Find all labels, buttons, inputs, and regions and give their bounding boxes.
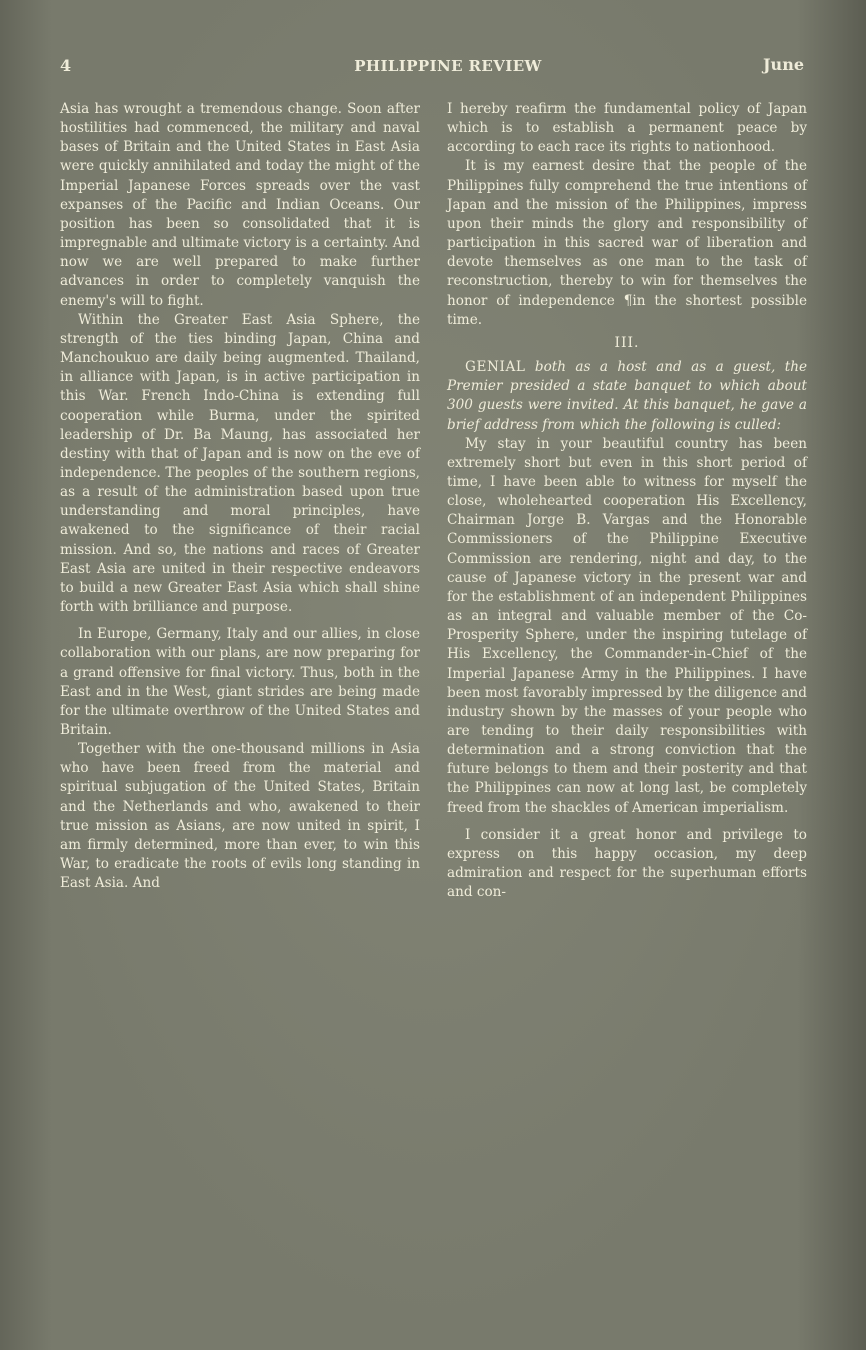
- left-paragraph-4: Together with the one-thousand millions in Asia who have been freed from the material and spiritual subjugation of the United States, Britain and the Netherlands and who, awakened to their true mission as Asians, are now united in spirit, I am firmly determined, more than ever, to win this War, to eradicate the roots of evils long standing in East Asia. And: [60, 741, 420, 892]
- left-paragraph-2: Within the Greater East Asia Sphere, the strength of the ties binding Japan, China and Manchoukuo are daily being augmented. Thailand, in alliance with Japan, is in active participation in this War. French Indo-China is extending full cooperation while Burma, under the spirited leadership of Dr. Ba Maung, has associated her destiny with that of Japan and is now on the eve of independence. The peoples of the southern regions, as a result of the administration based upon true understanding and moral principles, have awakened to the significance of their racial mission. And so, the nations and races of Greater East Asia are united in their respective endeavors to build a new Greater East Asia which shall shine forth with brilliance and purpose.: [60, 311, 420, 616]
- section-intro: [447, 358, 807, 435]
- right-column: [447, 100, 807, 902]
- left-paragraph-1: Asia has wrought a tremendous change. Soon after hostilities had commenced, the military and naval bases of Britain and the United States in East Asia were quickly annihilated and today the might of the Imperial Japanese Forces spreads over the vast expanses of the Pacific and Indian Oceans. Our position has been so consolidated that it is impregnable and ultimate victory is a certainty. And now we are well prepared to make further advances in order to completely vanquish the enemy's will to fight.: [60, 101, 420, 309]
- right-paragraph-1: I hereby reafirm the fundamental policy of Japan which is to establish a permanent peace by according to each race its rights to nationhood.: [447, 101, 807, 156]
- left-paragraph-3: In Europe, Germany, Italy and our allies, in close collaboration with our plans, are now preparing for a grand offensive for final victory. Thus, both in the East and in the West, giant strides are being made for the ultimate overthrow of the United States and Britain.: [60, 626, 420, 738]
- intro-lead-word: GENIAL: [465, 359, 526, 376]
- right-paragraph-3: My stay in your beautiful country has been extremely short but even in this short period of time, I have been able to witness for myself the close, wholehearted cooperation His Excellency, Chairman Jorge B. Vargas and the Honorable Commissioners of the Philippine Executive Commission are rendering, night and day, to the cause of Japanese victory in the present war and for the establishment of an independent Philippines as an integral and valuable member of the Co-Prosperity Sphere, under the inspiring tutelage of His Excellency, the Commander-in-Chief of the Imperial Japanese Army in the Philippines. I have been most favorably impressed by the diligence and industry shown by the masses of your people who are tending to their daily responsibilities with determination and a strong conviction that the future belongs to them and their posterity and that the Philippines can now at long last, be completely freed from the shackles of American imperialism.: [447, 435, 807, 816]
- intro-text: both as a host and as a guest, the Premier presided a state banquet to which about 300 guests were invited. At this banquet, he gave a brief address from which the following is culled:: [447, 359, 807, 433]
- page-header: [58, 50, 810, 80]
- page-number: 4: [60, 56, 72, 75]
- publication-title: PHILIPPINE REVIEW: [354, 57, 542, 75]
- left-column: [60, 100, 420, 893]
- section-number: III.: [614, 334, 640, 351]
- issue-month: June: [762, 55, 804, 74]
- right-paragraph-4: I consider it a great honor and privilege to express on this happy occasion, my deep admiration and respect for the superhuman efforts and con-: [447, 826, 807, 901]
- right-paragraph-2: It is my earnest desire that the people of the Philippines fully comprehend the true intentions of Japan and the mission of the Philippines, impress upon their minds the glory and responsibility of participation in this sacred war of liberation and devote themselves as one man to the task of reconstruction, thereby to win for themselves the honor of independence ¶in the shortest possible time.: [447, 158, 807, 328]
